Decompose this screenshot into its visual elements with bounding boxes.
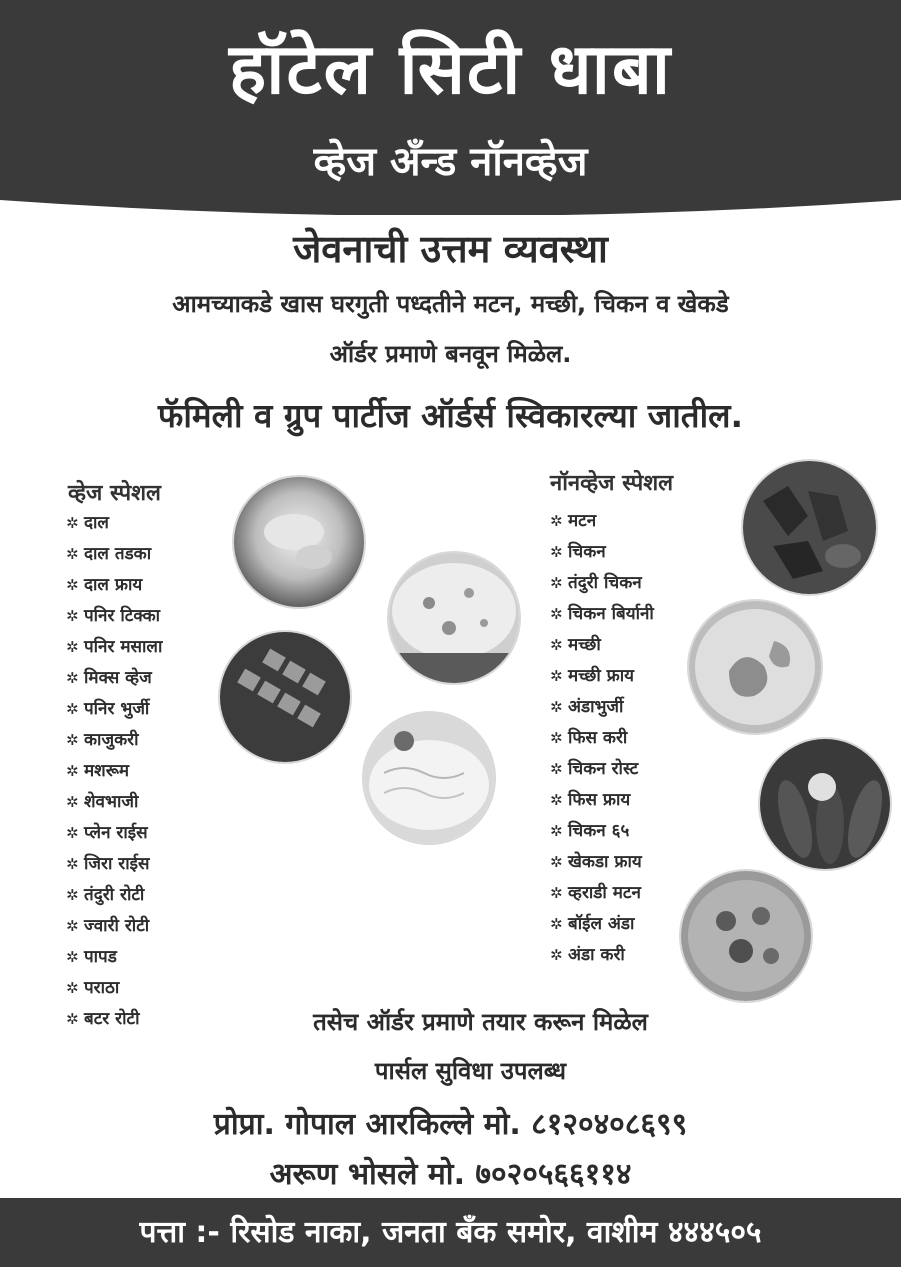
- mutton-image: [743, 461, 876, 594]
- veg-menu-item: [66, 818, 162, 849]
- nonveg-menu-item: [550, 723, 654, 754]
- nonveg-menu-item: [550, 506, 654, 537]
- nonveg-menu-item-label: चिकन रोस्ट: [568, 759, 639, 779]
- parcel-facility: पार्सल सुविधा उपलब्ध: [374, 1057, 567, 1085]
- veg-menu-item: [66, 570, 162, 601]
- veg-menu-item-label: दाल तडका: [84, 544, 152, 564]
- veg-menu-item-label: पापड: [84, 947, 117, 967]
- bullet-star-icon: ✲: [66, 700, 79, 718]
- veg-menu-item-label: पनिर भुर्जी: [84, 699, 150, 719]
- jeera-rice-image: [364, 713, 494, 843]
- bullet-star-icon: ✲: [550, 512, 563, 530]
- bullet-star-icon: ✲: [66, 793, 79, 811]
- food-photo-paneer-tikka: [220, 632, 350, 762]
- chicken-biryani-image: [689, 601, 821, 733]
- food-photo-mutton: [743, 461, 876, 594]
- veg-menu-item: [66, 849, 162, 880]
- bullet-star-icon: ✲: [66, 855, 79, 873]
- nonveg-special-title: नॉनव्हेज स्पेशल: [550, 471, 674, 496]
- veg-menu-item: [66, 694, 162, 725]
- bullet-star-icon: ✲: [66, 638, 79, 656]
- food-photo-crab: [681, 871, 811, 1001]
- bullet-star-icon: ✲: [66, 886, 79, 904]
- food-photo-curry: [234, 477, 364, 607]
- nonveg-menu-item: [550, 816, 654, 847]
- nonveg-menu-item-label: फिस फ्राय: [568, 790, 631, 810]
- veg-menu-item-label: ज्वारी रोटी: [84, 916, 150, 936]
- bullet-star-icon: ✲: [66, 917, 79, 935]
- nonveg-menu-item: [550, 692, 654, 723]
- veg-menu-item-label: तंदुरी रोटी: [84, 885, 145, 905]
- veg-menu-item: [66, 911, 162, 942]
- veg-menu-item: [66, 601, 162, 632]
- nonveg-menu-item: [550, 661, 654, 692]
- nonveg-menu-item: [550, 568, 654, 599]
- veg-menu-item: [66, 880, 162, 911]
- bullet-star-icon: ✲: [550, 574, 563, 592]
- header-banner: [0, 0, 901, 215]
- bullet-star-icon: ✲: [66, 669, 79, 687]
- paneer-tikka-image: [220, 632, 350, 762]
- nonveg-menu-item-label: चिकन बिर्यानी: [568, 604, 654, 624]
- veg-menu-item-label: मशरूम: [84, 761, 130, 781]
- curry-bowl-image: [234, 477, 364, 607]
- veg-special-title: व्हेज स्पेशल: [68, 481, 161, 506]
- veg-menu-item: [66, 973, 162, 1004]
- bullet-star-icon: ✲: [66, 607, 79, 625]
- nonveg-menu-list: [550, 506, 654, 971]
- veg-menu-item-label: शेवभाजी: [84, 792, 139, 812]
- bullet-star-icon: ✲: [66, 545, 79, 563]
- veg-menu-item: [66, 508, 162, 539]
- bullet-star-icon: ✲: [66, 948, 79, 966]
- bullet-star-icon: ✲: [66, 979, 79, 997]
- food-photo-fish-fry: [760, 739, 890, 869]
- bullet-star-icon: ✲: [550, 543, 563, 561]
- nonveg-menu-item: [550, 909, 654, 940]
- intro-party-orders: फॅमिली व ग्रुप पार्टीज ऑर्डर्स स्विकारल्या जातील.: [157, 396, 744, 435]
- veg-menu-item-label: पनिर मसाला: [84, 637, 163, 657]
- nonveg-menu-item: [550, 630, 654, 661]
- food-photo-rice: [364, 713, 494, 843]
- nonveg-menu-item: [550, 940, 654, 971]
- bullet-star-icon: ✲: [550, 946, 563, 964]
- veg-menu-item: [66, 663, 162, 694]
- headline-arrangement: जेवनाची उत्तम व्यवस्था: [293, 227, 608, 271]
- bullet-star-icon: ✲: [550, 605, 563, 623]
- bullet-star-icon: ✲: [550, 884, 563, 902]
- address-footer: पत्ता :- रिसोड नाका, जनता बँक समोर, वाशीम ४४४५०५: [0, 1198, 901, 1267]
- veg-menu-item-label: मिक्स व्हेज: [84, 668, 152, 688]
- food-photo-roti: [389, 553, 519, 683]
- fish-fry-image: [760, 739, 890, 869]
- nonveg-menu-item-label: चिकन ६५: [568, 821, 630, 841]
- nonveg-menu-item-label: मटन: [568, 511, 597, 531]
- hotel-subtitle: व्हेज अँन्ड नॉनव्हेज: [313, 139, 588, 185]
- nonveg-menu-item: [550, 785, 654, 816]
- nonveg-menu-item-label: खेकडा फ्राय: [568, 852, 642, 872]
- veg-menu-list: [66, 508, 162, 1035]
- intro-homestyle: आमच्याकडे खास घरगुती पध्दतीने मटन, मच्छी, चिकन व खेकडे: [172, 290, 729, 318]
- bullet-star-icon: ✲: [66, 731, 79, 749]
- veg-menu-item-label: जिरा राईस: [84, 854, 150, 874]
- bullet-star-icon: ✲: [66, 576, 79, 594]
- bullet-star-icon: ✲: [66, 1010, 79, 1028]
- nonveg-menu-item-label: अंडाभुर्जी: [568, 697, 624, 717]
- proprietor-contact: प्रोप्रा. गोपाल आरकिल्ले मो. ८१२०४०८६९९: [213, 1107, 688, 1142]
- bullet-star-icon: ✲: [550, 636, 563, 654]
- veg-menu-item: [66, 787, 162, 818]
- bullet-star-icon: ✲: [66, 824, 79, 842]
- nonveg-menu-item-label: मच्छी फ्राय: [568, 666, 635, 686]
- nonveg-menu-item: [550, 599, 654, 630]
- nonveg-menu-item-label: चिकन: [568, 542, 606, 562]
- veg-menu-item: [66, 725, 162, 756]
- intro-on-order: ऑर्डर प्रमाणे बनवून मिळेल.: [329, 340, 572, 368]
- nonveg-menu-item: [550, 878, 654, 909]
- second-contact: अरूण भोसले मो. ७०२०५६६११४: [269, 1157, 632, 1192]
- nonveg-menu-item-label: बॉईल अंडा: [568, 914, 635, 934]
- nonveg-menu-item: [550, 754, 654, 785]
- nonveg-menu-item-label: अंडा करी: [568, 945, 625, 965]
- veg-menu-item-label: पराठा: [84, 978, 120, 998]
- nonveg-menu-item: [550, 537, 654, 568]
- bullet-star-icon: ✲: [550, 791, 563, 809]
- hotel-name: हॉटेल सिटी धाबा: [229, 28, 672, 110]
- bullet-star-icon: ✲: [550, 698, 563, 716]
- bullet-star-icon: ✲: [550, 822, 563, 840]
- veg-menu-item: [66, 632, 162, 663]
- veg-menu-item-label: काजुकरी: [84, 730, 139, 750]
- nonveg-menu-item-label: व्हराडी मटन: [568, 883, 641, 903]
- nonveg-menu-item-label: मच्छी: [568, 635, 601, 655]
- bullet-star-icon: ✲: [66, 762, 79, 780]
- roti-basket-image: [389, 553, 519, 683]
- food-photo-biryani: [689, 601, 821, 733]
- veg-menu-item-label: प्लेन राईस: [84, 823, 148, 843]
- bullet-star-icon: ✲: [66, 514, 79, 532]
- veg-menu-item-label: पनिर टिक्का: [84, 606, 161, 626]
- veg-menu-item: [66, 539, 162, 570]
- crab-fry-image: [681, 871, 811, 1001]
- veg-menu-item: [66, 942, 162, 973]
- bullet-star-icon: ✲: [550, 729, 563, 747]
- bullet-star-icon: ✲: [550, 667, 563, 685]
- veg-menu-item-label: दाल: [84, 513, 109, 533]
- nonveg-menu-item: [550, 847, 654, 878]
- bullet-star-icon: ✲: [550, 760, 563, 778]
- veg-menu-item-label: दाल फ्राय: [84, 575, 143, 595]
- bullet-star-icon: ✲: [550, 915, 563, 933]
- nonveg-menu-item-label: तंदुरी चिकन: [568, 573, 642, 593]
- custom-order-note: तसेच ऑर्डर प्रमाणे तयार करून मिळेल: [313, 1008, 648, 1036]
- veg-menu-item-label: बटर रोटी: [84, 1009, 140, 1029]
- veg-menu-item: [66, 756, 162, 787]
- bullet-star-icon: ✲: [550, 853, 563, 871]
- nonveg-menu-item-label: फिस करी: [568, 728, 628, 748]
